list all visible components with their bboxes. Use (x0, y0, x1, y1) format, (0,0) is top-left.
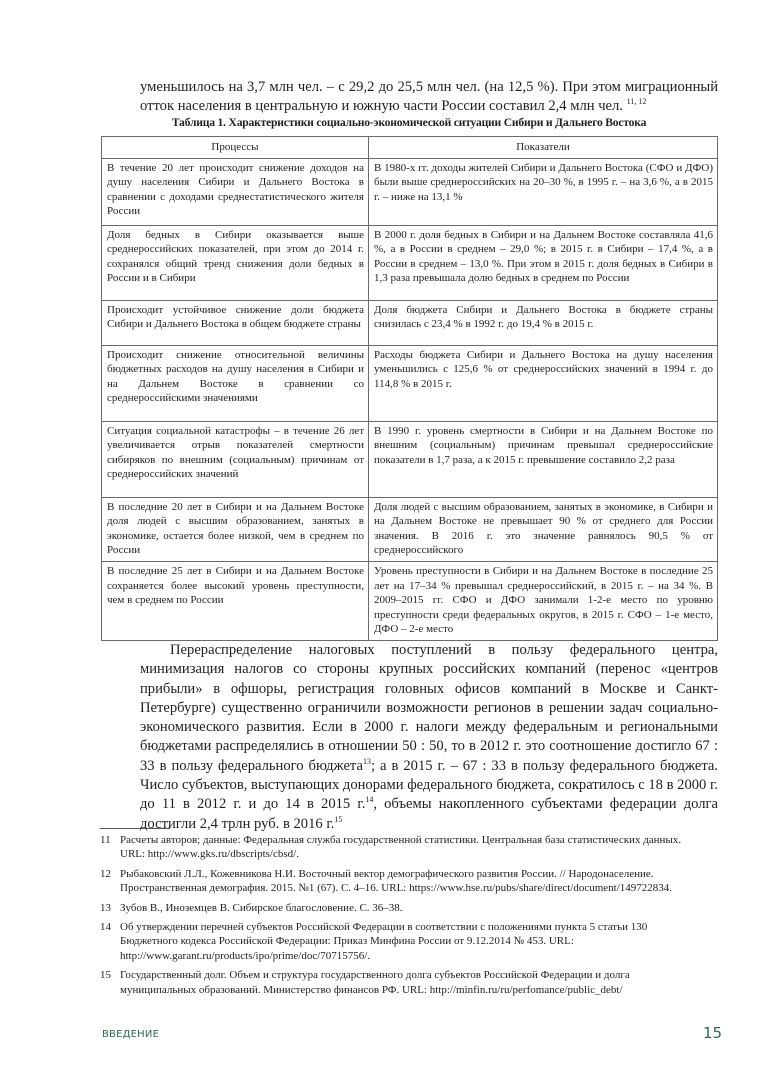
table-row (102, 300, 718, 345)
table-row (102, 497, 718, 561)
body-text-part2: ; а в 2015 г. – 67 : 33 в пользу федерального бюджета. Число субъектов, выступающих донорами федерального бюджета, сократилось с 18 в 2000 г. до 11 в 2012 г. и до 14 в 2015 г. (140, 757, 718, 813)
footnote-number: 13 (100, 901, 111, 914)
body-paragraph (140, 641, 718, 834)
process-cell: В последние 25 лет в Сибири и на Дальнем Востоке сохраняется более высокий уровень преступности, чем в среднем по России (102, 561, 369, 640)
body-text-part1: Перераспределение налоговых поступлений в пользу федерального центра, минимизация налогов со стороны крупных российских компаний (перенос «центров прибыли» в офшоры, регистрация головных офисов компаний в Москве и Санкт-Петербурге) существенно ограничили возможности регионов в решении задач социально-экономического развития. Если в 2000 г. налоги между федеральным и региональными бюджетами распределялись в отношении 50 : 50, то в 2012 г. это соотношение достигло 67 : 33 в пользу федерального бюджета (140, 642, 718, 774)
indicator-cell: Доля бюджета Сибири и Дальнего Востока в бюджете страны снизилась с 23,4 % в 1992 г. до 19,4 % в 2015 г. (369, 300, 718, 345)
page-number: 15 (703, 1024, 723, 1042)
indicator-cell: Расходы бюджета Сибири и Дальнего Востока на душу населения уменьшились с 125,6 % от среднероссийских значений в 1994 г. до 114,8 % в 2015 г. (369, 345, 718, 421)
footnote (100, 968, 700, 997)
footnote-ref[interactable]: 15 (334, 814, 343, 824)
footnote-ref[interactable]: 14 (365, 795, 374, 805)
footnote-ref[interactable]: 11, 12 (626, 97, 647, 107)
footnote-ref[interactable]: 13 (362, 756, 371, 766)
indicator-cell: В 1980-х гг. доходы жителей Сибири и Дальнего Востока (СФО и ДФО) были выше среднероссийских на 20–30 %, в 1995 г. – на 3,6 %, а в 2015 г. – ниже на 13,1 % (369, 158, 718, 225)
process-cell: В последние 20 лет в Сибири и на Дальнем Востоке доля людей с высшим образованием, занятых в экономике, остается более низкой, чем в среднем по России (102, 497, 369, 561)
running-footer-section: ВВЕДЕНИЕ (102, 1029, 160, 1040)
table-row (102, 561, 718, 640)
process-cell: Ситуация социальной катастрофы – в течение 26 лет увеличивается отрыв показателей смертности сибиряков по внешним (социальным) причинам от среднероссийских значений (102, 421, 369, 497)
footnote-separator (100, 828, 170, 829)
indicator-cell: Уровень преступности в Сибири и на Дальнем Востоке в последние 25 лет на 17–34 % превышал среднероссийский, в 2015 г. – на 34 %. В 2009–2015 гг. СФО и ДФО занимали 1-2-е место по уровню преступности среди федеральных округов, в 2015 г. СФО – 1-е место, ДФО – 2-е место (369, 561, 718, 640)
table-header-row (102, 137, 718, 159)
column-header-processes: Процессы (102, 137, 369, 159)
process-cell: В течение 20 лет происходит снижение доходов на душу населения Сибири и Дальнего Востока в сравнении с доходами среднестатистического жителя России (102, 158, 369, 225)
body-text-part3: , объемы накопленного субъектами федерации долга достигли 2,4 трлн руб. в 2016 г. (140, 796, 719, 832)
footnote (100, 867, 700, 896)
footnote (100, 920, 700, 963)
table-row (102, 345, 718, 421)
footnote-text: Зубов В., Иноземцев В. Сибирское благословение. С. 36–38. (120, 901, 403, 914)
process-cell: Происходит устойчивое снижение доли бюджета Сибири и Дальнего Востока в общем бюджете страны (102, 300, 369, 345)
footnote-text: Об утверждении перечней субъектов Российской Федерации в соответствии с положениями пункта 5 статьи 130 Бюджетного кодекса Российской Федерации: Приказ Минфина России от 9.12.2014 № 453. URL: http://www.garant.ru/products/ipo/prime/doc/70715756/. (120, 921, 648, 962)
footnote (100, 833, 700, 862)
indicator-cell: Доля людей с высшим образованием, занятых в экономике, в Сибири и на Дальнем Востоке не превышает 90 % от среднего для России значения. В 2016 г. это значение равнялось 90,5 % от среднероссийского (369, 497, 718, 561)
intro-text: уменьшилось на 3,7 млн чел. – с 29,2 до 25,5 млн чел. (на 12,5 %). При этом миграционный отток населения в центральную и южную части России составил 2,4 млн чел. (140, 79, 718, 114)
footnote-number: 15 (100, 969, 111, 982)
characteristics-table (101, 136, 718, 641)
footnotes (100, 833, 700, 1002)
column-header-indicators: Показатели (369, 137, 718, 159)
indicator-cell: В 1990 г. уровень смертности в Сибири и на Дальнем Востоке по внешним (социальным) причинам превышал среднероссийские показатели в 1,7 раза, а к 2015 г. превышение составило 2,2 раза (369, 421, 718, 497)
footnote-text: Расчеты авторов; данные: Федеральная служба государственной статистики. Центральная база статистических данных. URL: http://www.gks.ru/dbscripts/cbsd/. (120, 834, 682, 861)
table-caption: Таблица 1. Характеристики социально-экономической ситуации Сибири и Дальнего Востока (171, 116, 647, 129)
intro-paragraph (140, 78, 718, 116)
footnote-number: 14 (100, 921, 111, 934)
table-row (102, 225, 718, 300)
table-row (102, 158, 718, 225)
footnote-text: Рыбаковский Л.Л., Кожевникова Н.И. Восточный вектор демографического развития России. // Народонаселение. Пространственная демография. 2015. №1 (67). С. 4–16. URL: https://www.hse.ru/pubs/share/direct/document/149722834. (120, 867, 673, 895)
table-row (102, 421, 718, 497)
footnote-number: 12 (100, 867, 111, 880)
footnote-text: Государственный долг. Объем и структура государственного долга субъектов Российской Федерации и долга муниципальных образований. Министерство финансов РФ. URL: http://minfin.ru/ru/perfomance/public_debt/ (120, 969, 630, 996)
process-cell: Происходит снижение относительной величины бюджетных расходов на душу населения в Сибири и на Дальнем Востоке в сравнении со среднероссийскими значениями (102, 345, 369, 421)
footnote-number: 11 (100, 834, 111, 846)
process-cell: Доля бедных в Сибири оказывается выше среднероссийских показателей, при этом до 2014 г. сохранялся общий тренд снижения доли бедных в России и в Сибири (102, 225, 369, 300)
footnote (100, 901, 700, 915)
indicator-cell: В 2000 г. доля бедных в Сибири и на Дальнем Востоке составляла 41,6 %, а в России в среднем – 29,0 %; в 2015 г. в Сибири – 17,4 %, а в России в среднем – 13,0 %. При этом в 2015 г. доля бедных в Сибири в 1,3 раза превышала долю бедных в среднем по России (369, 225, 718, 300)
